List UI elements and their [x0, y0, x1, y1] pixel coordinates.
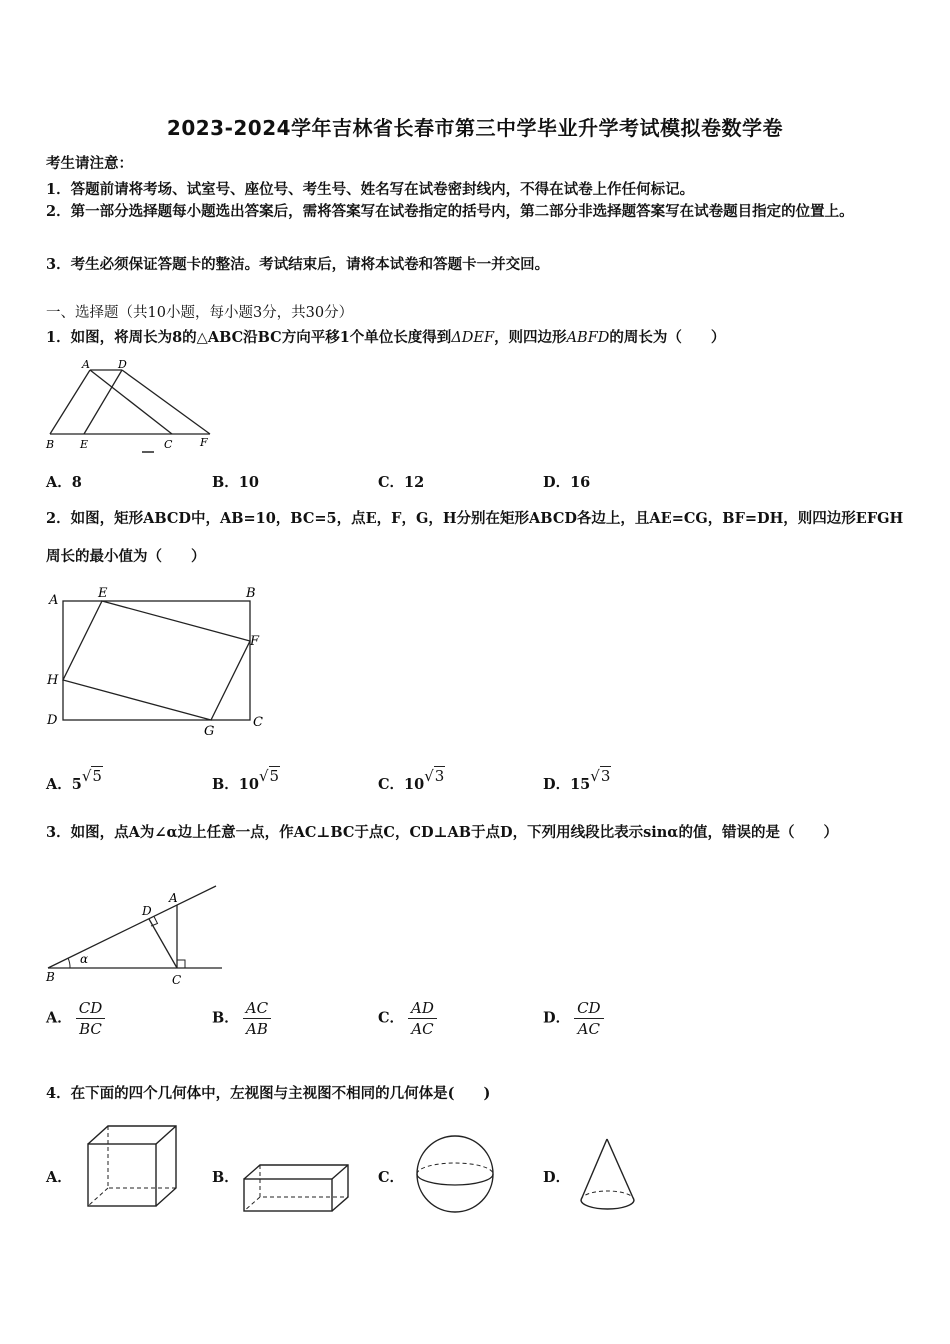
figure-label: B	[46, 438, 55, 451]
q2-option-b[interactable]: B．10√5	[212, 767, 280, 793]
figure-label: F	[250, 634, 260, 649]
q2-option-c[interactable]: C．10√3	[378, 767, 445, 793]
question-1-figure	[44, 356, 224, 456]
figure-label: A	[169, 891, 178, 905]
notice-item-1: 1．答题前请将考场、试室号、座位号、考生号、姓名写在试卷密封线内，不得在试卷上作任何标记。	[46, 181, 695, 198]
q3-option-c[interactable]: C． $\frac{AD}{AC}$	[378, 998, 437, 1039]
fraction: $\frac{AC}{AB}$	[243, 998, 271, 1039]
figure-label: E	[98, 586, 108, 601]
sqrt-symbol: √5	[258, 767, 280, 785]
q3-option-a[interactable]: A． $\frac{CD}{BC}$	[46, 998, 105, 1039]
figure-label: E	[80, 438, 89, 451]
q1-option-a[interactable]: A．8	[46, 474, 82, 491]
figure-label: B	[246, 586, 256, 601]
q4-option-a[interactable]: A．	[46, 1169, 72, 1186]
notice-item-2: 2．第一部分选择题每小题选出答案后，需将答案写在试卷指定的括号内，第二部分非选择题答案写在试卷题目指定的位置上。	[46, 203, 854, 220]
sphere-figure	[414, 1134, 498, 1214]
math-abfd: ABFD	[566, 330, 610, 346]
fraction: $\frac{AD}{AC}$	[408, 998, 437, 1039]
notice-item-3: 3．考生必须保证答题卡的整洁。考试结束后，请将本试卷和答题卡一并交回。	[46, 256, 550, 273]
q2-option-a[interactable]: A．5√5	[46, 767, 102, 793]
question-2-stem: 2．如图，矩形ABCD中，AB=10，BC=5，点E，F，G，H分别在矩形ABCD各边上，且AE=CG，BF=DH，则四边形EFGH周长的最小值为（ ）	[46, 510, 904, 565]
figure-label: C	[253, 715, 263, 730]
cuboid-figure	[242, 1163, 352, 1215]
sqrt-symbol: √3	[590, 767, 611, 785]
figure-label: C	[164, 438, 173, 451]
q3-option-b[interactable]: B． $\frac{AC}{AB}$	[212, 998, 271, 1039]
figure-label: G	[204, 724, 215, 739]
figure-label: D	[47, 713, 58, 728]
figure-label: D	[118, 358, 127, 371]
figure-label: H	[47, 673, 59, 688]
q4-option-b[interactable]: B．	[212, 1169, 239, 1186]
figure-label: A	[49, 593, 59, 608]
notice-heading: 考生请注意：	[46, 155, 133, 172]
fraction: $\frac{CD}{BC}$	[76, 998, 106, 1039]
cube-figure	[86, 1124, 181, 1214]
figure-label: α	[80, 952, 89, 966]
q1-option-d[interactable]: D．16	[543, 474, 591, 491]
q1-option-c[interactable]: C．12	[378, 474, 425, 491]
q1-option-b[interactable]: B．10	[212, 474, 259, 491]
question-3-figure	[44, 880, 229, 990]
sqrt-symbol: √5	[81, 767, 102, 785]
page-title: 2023-2024学年吉林省长春市第三中学毕业升学考试模拟卷数学卷	[166, 116, 784, 140]
question-4-stem: 4．在下面的四个几何体中，左视图与主视图不相同的几何体是( )	[46, 1085, 491, 1102]
figure-label: C	[172, 973, 182, 987]
q3-option-d[interactable]: D． $\frac{CD}{AC}$	[543, 998, 604, 1039]
question-1-stem: 1．如图，将周长为8的△ABC沿BC方向平移1个单位长度得到ΔDEF，则四边形ABFD的周长为（ ）	[46, 329, 726, 346]
question-3-stem: 3．如图，点A为∠α边上任意一点，作AC⊥BC于点C，CD⊥AB于点D，下列用线段比表示sinα的值，错误的是（ ）	[46, 824, 838, 841]
figure-label: F	[200, 436, 208, 449]
sqrt-symbol: √3	[424, 767, 445, 785]
q4-option-c[interactable]: C．	[378, 1169, 405, 1186]
cone-figure	[576, 1136, 640, 1214]
q4-option-d[interactable]: D．	[543, 1169, 571, 1186]
q2-option-d[interactable]: D．15√3	[543, 767, 611, 793]
figure-label: A	[82, 358, 90, 371]
fraction: $\frac{CD}{AC}$	[574, 998, 604, 1039]
figure-label: B	[46, 970, 55, 984]
section-heading: 一、选择题（共10小题，每小题3分，共30分）	[46, 305, 354, 321]
question-2-figure	[44, 584, 274, 739]
math-def: ΔDEF	[451, 330, 495, 346]
figure-label: D	[142, 904, 152, 918]
